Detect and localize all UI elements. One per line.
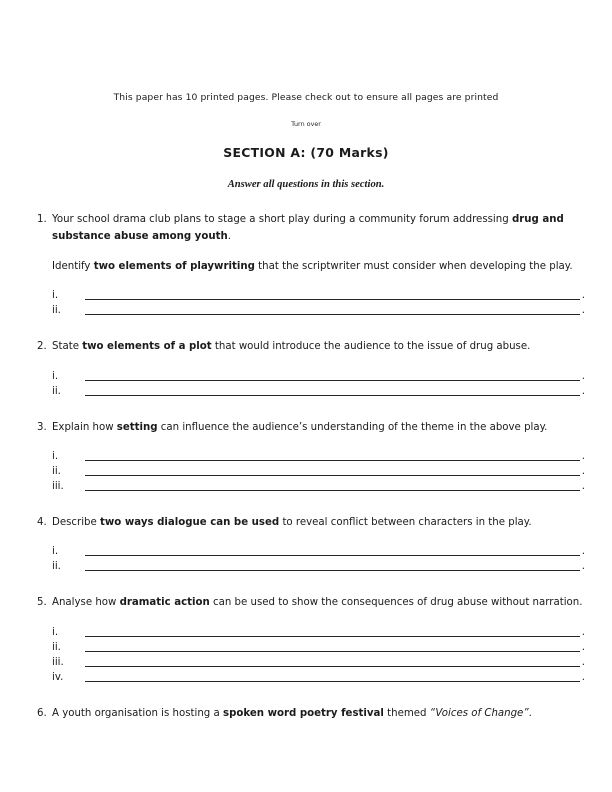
- answer-rule: [85, 555, 580, 556]
- answer-label: ii.: [52, 641, 61, 653]
- answer-label: i.: [52, 451, 59, 463]
- answer-lines: [52, 543, 585, 573]
- question-number: 5.: [37, 597, 47, 609]
- answer-label: iv.: [52, 671, 64, 683]
- question-1: [37, 211, 585, 317]
- section-title: SECTION A: (70 Marks): [223, 145, 389, 160]
- answer-line: [52, 624, 585, 639]
- text-segment: can influence the audience’s understanding of the theme in the above play.: [157, 421, 548, 433]
- answer-label: i.: [52, 546, 59, 558]
- answer-end-dot: .: [581, 641, 585, 653]
- text-segment: two ways dialogue can be used: [100, 517, 280, 529]
- question-text: [52, 594, 585, 611]
- answer-label: ii.: [52, 561, 61, 573]
- text-segment: can be used to show the consequences of drug abuse without narration.: [209, 597, 583, 609]
- answer-line: [52, 558, 585, 573]
- answer-end-dot: .: [581, 451, 585, 463]
- answer-lines: [52, 287, 585, 317]
- text-segment: themed: [383, 707, 430, 719]
- question-text: [52, 514, 585, 531]
- answer-end-dot: .: [581, 481, 585, 493]
- answer-line: [52, 543, 585, 558]
- question-number: 4.: [37, 517, 47, 529]
- answer-rule: [85, 314, 580, 315]
- text-segment: A youth organisation is hosting a: [52, 707, 223, 719]
- answer-end-dot: .: [581, 370, 585, 382]
- answer-rule: [85, 681, 580, 682]
- answer-rule: [85, 475, 580, 476]
- answer-label: i.: [52, 370, 59, 382]
- question-text: [52, 705, 585, 722]
- answer-end-dot: .: [581, 546, 585, 558]
- question-text: [52, 211, 585, 246]
- answer-end-dot: .: [581, 561, 585, 573]
- text-segment: to reveal conflict between characters in the play.: [279, 517, 532, 529]
- answer-label: i.: [52, 626, 59, 638]
- answer-line: [52, 287, 585, 302]
- answer-rule: [85, 666, 580, 667]
- answer-line: [52, 654, 585, 669]
- text-segment: “Voices of Change”: [429, 707, 529, 719]
- answer-end-dot: .: [581, 626, 585, 638]
- answer-rule: [85, 395, 580, 396]
- questions-list: [0, 211, 612, 722]
- answer-rule: [85, 636, 580, 637]
- text-segment: Analyse how: [52, 597, 120, 609]
- question-text: [52, 338, 585, 355]
- question-5: [37, 594, 585, 683]
- question-text: [52, 419, 585, 436]
- question-body: [52, 514, 585, 573]
- text-segment: that would introduce the audience to the issue of drug abuse.: [211, 341, 531, 353]
- text-segment: two elements of playwriting: [93, 260, 255, 272]
- text-segment: State: [52, 341, 83, 353]
- answer-rule: [85, 460, 580, 461]
- question-2: [37, 338, 585, 397]
- question-3: [37, 419, 585, 493]
- question-text: [52, 258, 585, 275]
- answer-label: ii.: [52, 385, 61, 397]
- printed-pages-notice: This paper has 10 printed pages. Please check out to ensure all pages are printed: [113, 92, 499, 103]
- answer-end-dot: .: [581, 466, 585, 478]
- text-segment: Explain how: [52, 421, 117, 433]
- question-body: [52, 211, 585, 317]
- answer-line: [52, 478, 585, 493]
- answer-rule: [85, 380, 580, 381]
- text-segment: Your school drama club plans to stage a short play during a community forum addressing: [52, 214, 512, 225]
- answer-lines: [52, 624, 585, 684]
- text-segment: .: [227, 231, 231, 243]
- answer-label: i.: [52, 290, 59, 302]
- question-body: [52, 705, 585, 722]
- text-segment: Describe: [52, 517, 101, 529]
- answer-line: [52, 448, 585, 463]
- text-segment: spoken word poetry festival: [223, 707, 384, 719]
- answer-end-dot: .: [581, 290, 585, 302]
- answer-rule: [85, 570, 580, 571]
- question-body: [52, 594, 585, 683]
- answer-line: [52, 639, 585, 654]
- answer-line: [52, 383, 585, 398]
- answer-line: [52, 302, 585, 317]
- answer-end-dot: .: [581, 305, 585, 317]
- text-segment: Identify: [52, 260, 94, 272]
- answer-rule: [85, 490, 580, 491]
- question-number: 6.: [37, 707, 47, 719]
- text-segment: dramatic action: [119, 597, 210, 609]
- question-body: [52, 338, 585, 397]
- question-body: [52, 419, 585, 493]
- text-segment: drug and substance abuse among youth: [52, 214, 564, 243]
- answer-lines: [52, 448, 585, 493]
- question-number: 3.: [37, 421, 47, 433]
- question-number: 2.: [37, 341, 47, 353]
- answer-end-dot: .: [581, 656, 585, 668]
- question-6: [37, 705, 585, 722]
- answer-line: [52, 669, 585, 684]
- turn-over-note: Turn over: [291, 120, 321, 128]
- answer-line: [52, 463, 585, 478]
- answer-end-dot: .: [581, 385, 585, 397]
- answer-rule: [85, 299, 580, 300]
- text-segment: two elements of a plot: [82, 341, 212, 353]
- answer-line: [52, 368, 585, 383]
- answer-label: ii.: [52, 305, 61, 317]
- answer-lines: [52, 368, 585, 398]
- question-number: 1.: [37, 214, 47, 225]
- question-4: [37, 514, 585, 573]
- answer-label: iii.: [52, 656, 64, 668]
- answer-label: iii.: [52, 481, 64, 493]
- answer-rule: [85, 651, 580, 652]
- answer-label: ii.: [52, 466, 61, 478]
- answer-end-dot: .: [581, 671, 585, 683]
- text-segment: that the scriptwriter must consider when developing the play.: [254, 260, 573, 272]
- text-segment: setting: [116, 421, 158, 433]
- text-segment: .: [528, 707, 532, 719]
- section-instruction: Answer all questions in this section.: [227, 179, 385, 190]
